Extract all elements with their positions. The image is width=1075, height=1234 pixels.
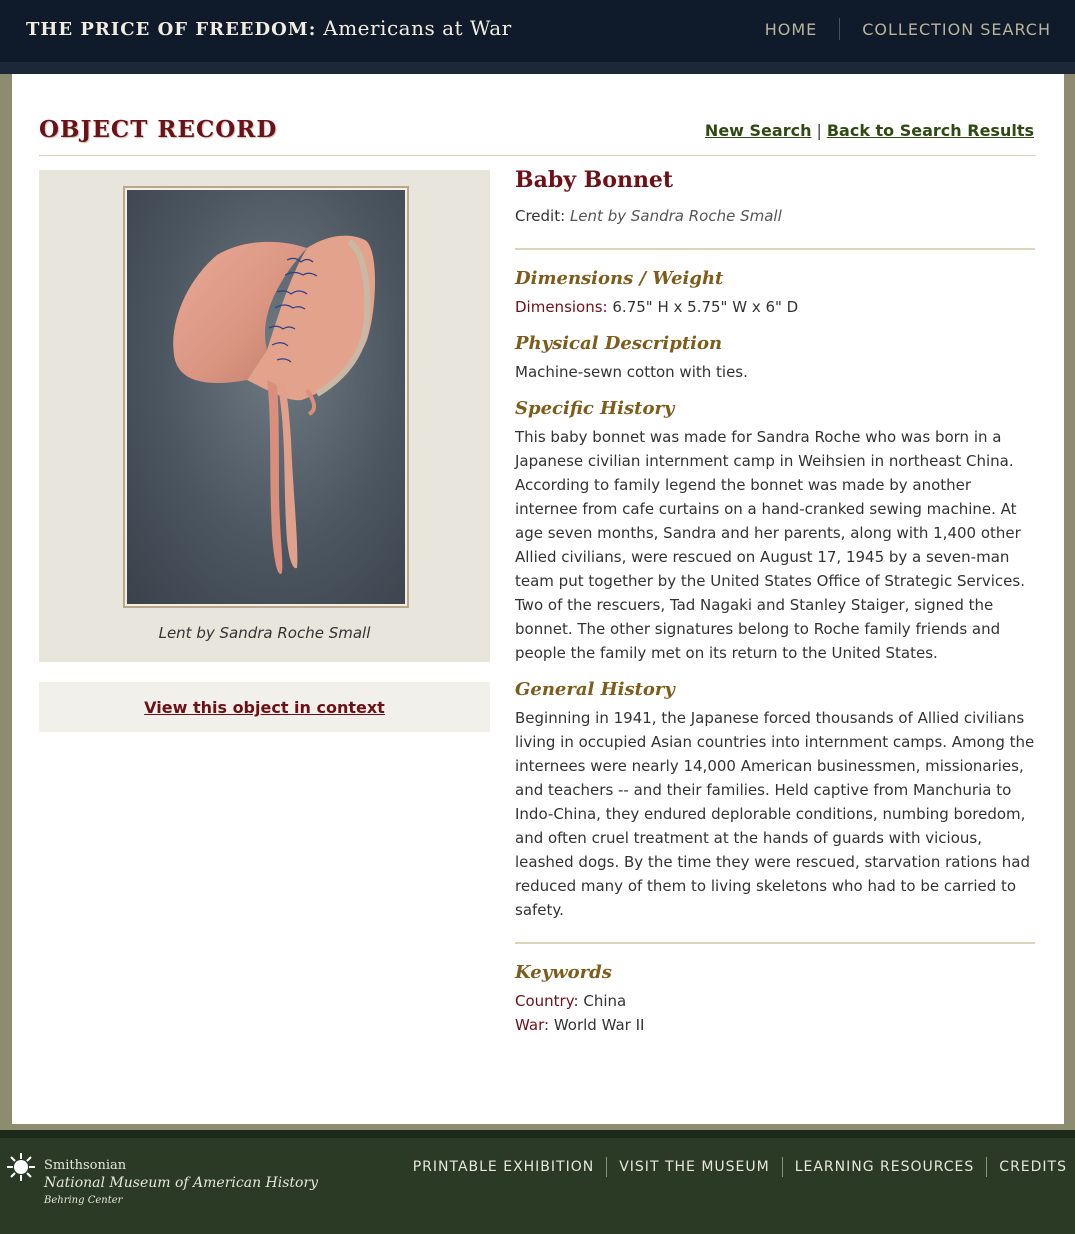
war-value: World War II: [553, 1016, 645, 1034]
object-title: Baby Bonnet: [515, 167, 674, 193]
specific-history-text: This baby bonnet was made for Sandra Roche who was born in a Japanese civilian internment camp in Weihsien in northeast China. According to family legend the bonnet was made by another internee from cafe curtains on a hand-cranked sewing machine. At age seven months, Sandra and her parents, along with 1,400 other Allied civilians, were rescued on August 17, 1945 by a seven-man team put together by the United States Office of Strategic Services. Two of the rescuers, Tad Nagaki and Stanley Staiger, signed the bonnet. The other signatures belong to Roche family friends and people the family met on its return to the United States.: [515, 428, 1025, 662]
nav-home-link[interactable]: HOME: [764, 19, 818, 39]
header-divider: [39, 155, 1036, 156]
footer-nav-divider: [606, 1157, 607, 1177]
dimensions-row: [515, 295, 1035, 319]
link-separator: |: [816, 121, 822, 140]
baby-bonnet-photo[interactable]: [127, 190, 405, 604]
dimensions-heading: Dimensions / Weight: [515, 268, 724, 289]
site-title-rest: Americans at War: [323, 16, 512, 40]
dimensions-value: 6.75" H x 5.75" W x 6" D: [612, 298, 799, 316]
page-title: OBJECT RECORD: [39, 116, 278, 143]
bonnet-illustration: [127, 190, 405, 604]
specific-history-heading: Specific History: [515, 398, 675, 419]
object-details: [515, 167, 1035, 1037]
photo-frame: [123, 186, 409, 608]
general-history-text: Beginning in 1941, the Japanese forced thousands of Allied civilians living in occupied Asian countries into internment camps. Among the internees were nearly 14,000 American businessmen, missionaries, and teachers -- and their families. Held captive from Manchuria to Indo-China, they endured deplorable conditions, numbing boredom, and often cruel treatment at the hands of guards with vicious, leashed dogs. By the time they were rescued, starvation rations had reduced many of them to living skeletons who had to be carried to safety.: [515, 709, 1035, 919]
org-line2: National Museum of American History: [44, 1175, 319, 1191]
header-strip: [0, 62, 1075, 74]
org-line1: Smithsonian: [44, 1158, 127, 1173]
country-label: Country:: [515, 992, 579, 1010]
credit-label: Credit:: [515, 207, 566, 225]
keyword-war: [515, 1013, 1035, 1037]
dimensions-label: Dimensions:: [515, 298, 608, 316]
footer-visit-museum-link[interactable]: VISIT THE MUSEUM: [619, 1159, 770, 1175]
physical-description-heading: Physical Description: [515, 333, 723, 354]
new-search-link[interactable]: New Search: [704, 121, 812, 140]
nav-collection-search-link[interactable]: COLLECTION SEARCH: [862, 19, 1051, 39]
nav-divider: [839, 18, 840, 40]
keywords-heading: Keywords: [515, 962, 612, 983]
object-credit: [515, 207, 1035, 225]
back-to-results-link[interactable]: Back to Search Results: [826, 121, 1034, 140]
smithsonian-logo[interactable]: [44, 1158, 318, 1206]
footer-strip: [0, 1130, 1075, 1138]
general-history-heading: General History: [515, 679, 675, 700]
war-label: War:: [515, 1016, 550, 1034]
object-image-panel: [39, 170, 490, 662]
footer-credits-link[interactable]: CREDITS: [999, 1159, 1067, 1175]
footer-nav: [413, 1157, 1067, 1177]
top-nav: [765, 18, 1051, 40]
footer-nav-divider: [986, 1157, 987, 1177]
main-content: [12, 74, 1064, 1124]
credit-value: Lent by Sandra Roche Small: [569, 207, 782, 225]
footer-learning-resources-link[interactable]: LEARNING RESOURCES: [794, 1159, 975, 1175]
country-value: China: [583, 992, 627, 1010]
section-divider: [515, 248, 1035, 250]
keyword-country: [515, 989, 1035, 1013]
footer-printable-exhibition-link[interactable]: PRINTABLE EXHIBITION: [412, 1159, 595, 1175]
image-caption: Lent by Sandra Roche Small: [158, 624, 371, 642]
search-nav: [705, 121, 1034, 140]
context-link-box: [39, 682, 490, 732]
view-in-context-link[interactable]: View this object in context: [144, 698, 385, 717]
physical-description-text: Machine-sewn cotton with ties.: [515, 363, 748, 381]
footer-nav-divider: [782, 1157, 783, 1177]
org-line3: Behring Center: [44, 1195, 123, 1206]
smithsonian-sun-icon: [6, 1152, 36, 1182]
section-divider: [515, 942, 1035, 944]
site-title-caps: THE PRICE OF FREEDOM:: [26, 19, 317, 40]
site-header: [0, 0, 1075, 62]
site-title[interactable]: [26, 16, 512, 40]
